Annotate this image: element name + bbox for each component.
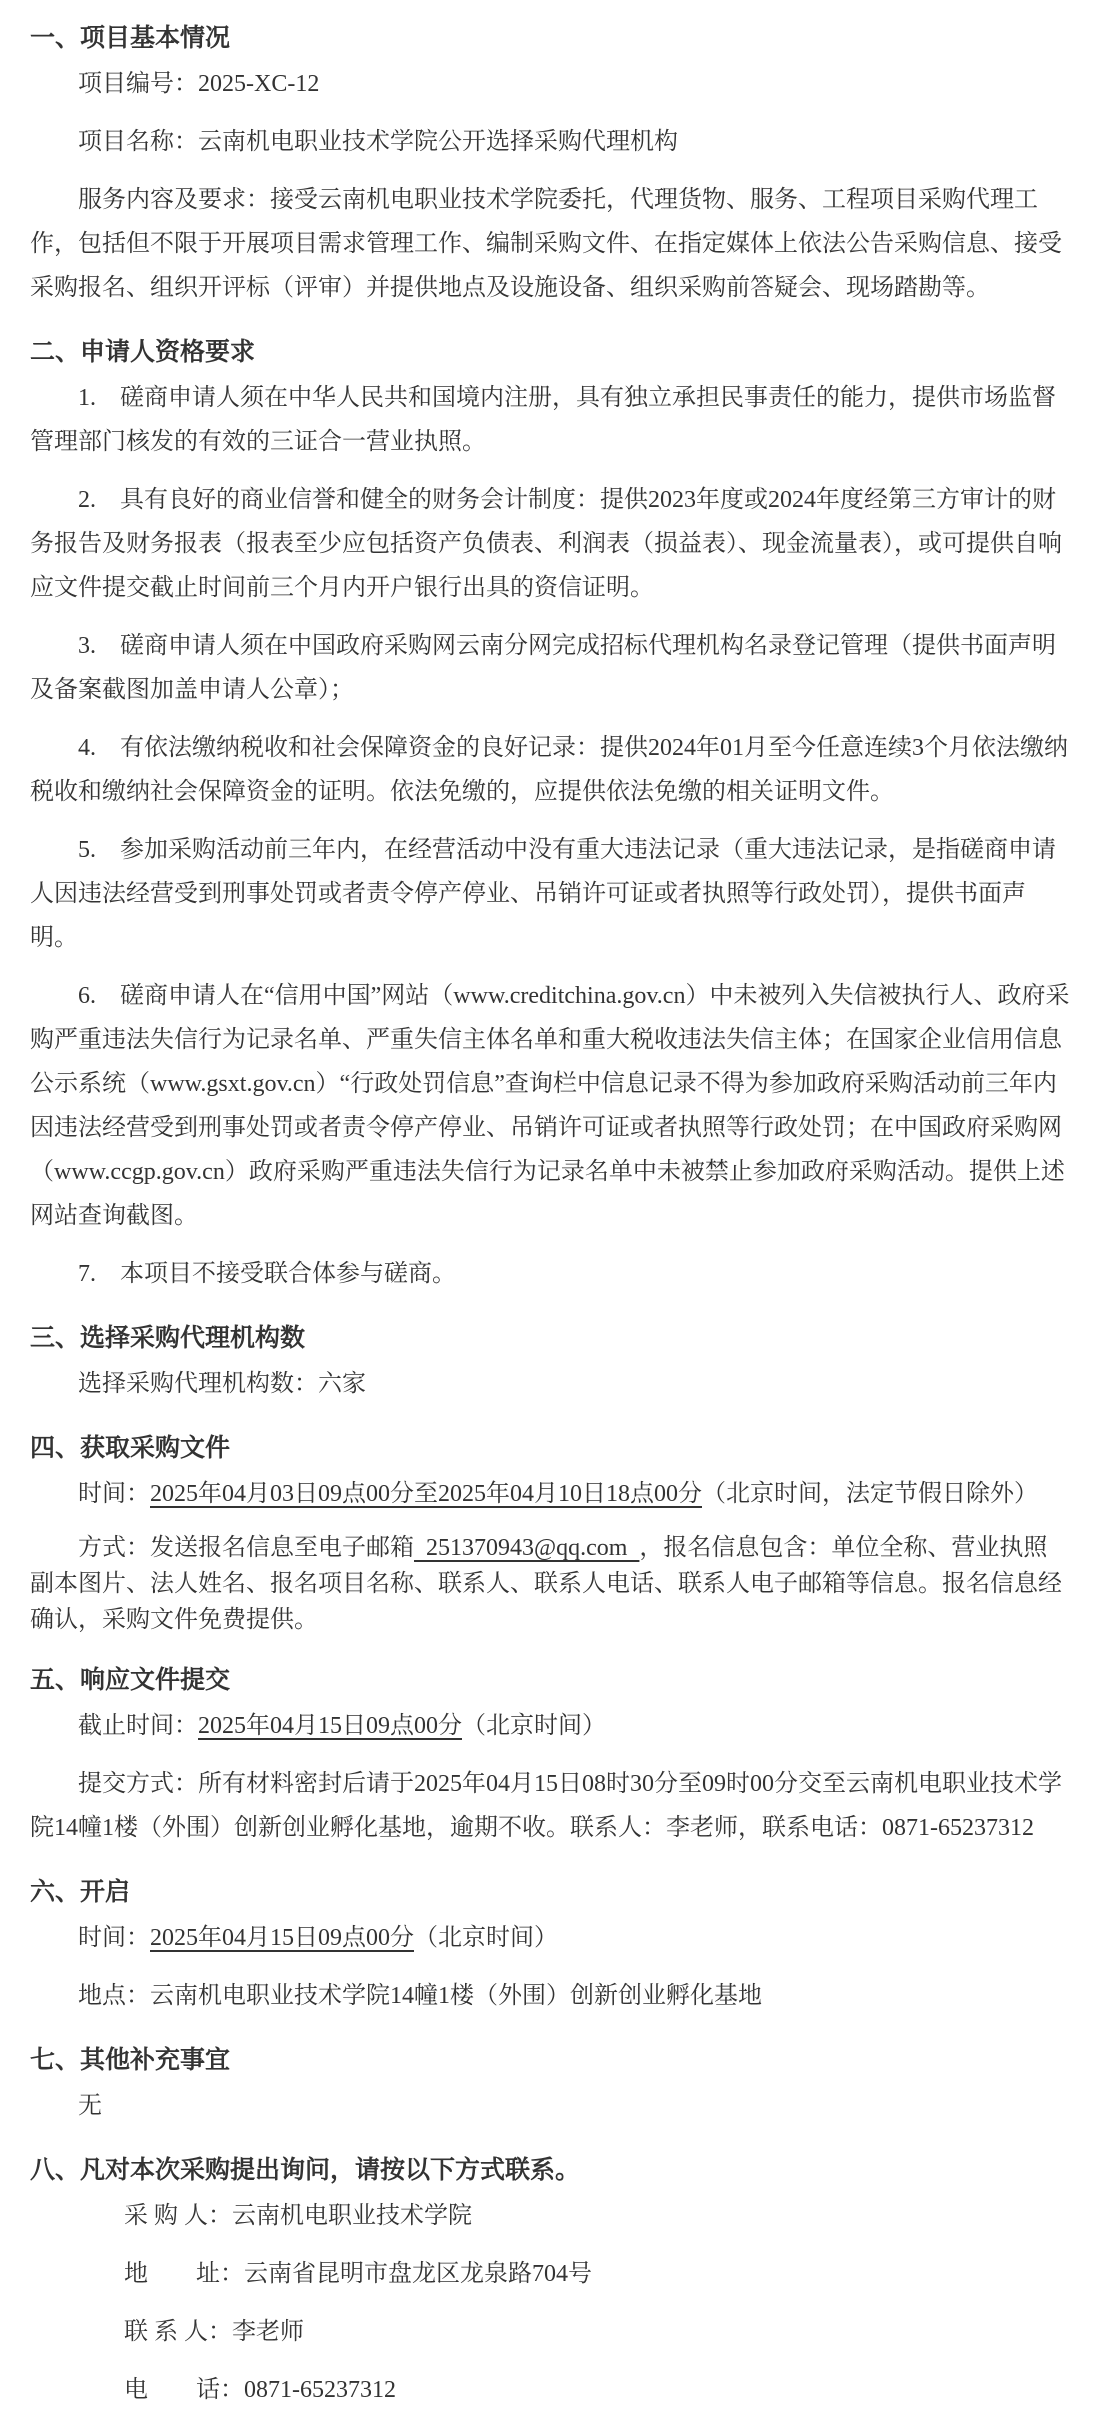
- phone-value: 0871-65237312: [244, 2377, 396, 2403]
- section-2-heading: 二、申请人资格要求: [30, 338, 256, 366]
- address-value: 云南省昆明市盘龙区龙泉路704号: [244, 2261, 592, 2287]
- contact-row-purchaser: [30, 2194, 1070, 2238]
- section-8-heading: 八、凡对本次采购提出询问，请按以下方式联系。: [30, 2156, 581, 2184]
- obtain-method-details: ，报名信息包含：单位全称、营业执照副本图片、法人姓名、报名项目名称、联系人、联系人电话、联系人电子邮箱等信息。报名信息经确认，采购文件免费提供。: [30, 1535, 1062, 1633]
- purchaser-value: 云南机电职业技术学院: [232, 2203, 472, 2229]
- supplementary-matters: 无: [78, 2093, 102, 2119]
- contact-person-value: 李老师: [232, 2319, 304, 2345]
- obtain-method-prefix: 方式：发送报名信息至电子邮箱: [78, 1535, 414, 1561]
- response-deadline: [30, 1704, 1070, 1748]
- section-7-heading: 七、其他补充事宜: [30, 2046, 231, 2074]
- section-4-heading: 四、获取采购文件: [30, 1434, 231, 1462]
- document-obtain-time: [30, 1472, 1070, 1516]
- document-obtain-method: [30, 1530, 1070, 1638]
- opening-place: 地点：云南机电职业技术学院14幢1楼（外围）创新创业孵化基地: [78, 1983, 762, 2009]
- phone-label: 电 话：: [124, 2377, 244, 2403]
- obtain-time-label: 时间：: [78, 1481, 150, 1507]
- registration-email: 251370943@qq.com: [414, 1535, 640, 1561]
- obtain-time-range: 2025年04月03日09点00分至2025年04月10日18点00分: [150, 1481, 702, 1507]
- agency-count: 选择采购代理机构数：六家: [78, 1371, 366, 1397]
- section-1-heading: 一、项目基本情况: [30, 24, 231, 52]
- deadline-label: 截止时间：: [78, 1713, 198, 1739]
- deadline-note: （北京时间）: [462, 1713, 606, 1739]
- qualification-item-3: 3. 磋商申请人须在中国政府采购网云南分网完成招标代理机构名录登记管理（提供书面声明及备案截图加盖申请人公章）；: [30, 633, 1056, 703]
- contact-row-phone: [30, 2368, 1070, 2412]
- section-5-heading: 五、响应文件提交: [30, 1666, 231, 1694]
- opening-time-note: （北京时间）: [414, 1925, 558, 1951]
- contact-row-person: [30, 2310, 1070, 2354]
- deadline-datetime: 2025年04月15日09点00分: [198, 1713, 462, 1739]
- project-name: 项目名称：云南机电职业技术学院公开选择采购代理机构: [78, 129, 678, 155]
- opening-time: [30, 1916, 1070, 1960]
- qualification-item-5: 5. 参加采购活动前三年内，在经营活动中没有重大违法记录（重大违法记录，是指磋商申请人因违法经营受到刑事处罚或者责令停产停业、吊销许可证或者执照等行政处罚），提供书面声明。: [30, 837, 1056, 951]
- opening-datetime: 2025年04月15日09点00分: [150, 1925, 414, 1951]
- section-6-heading: 六、开启: [30, 1878, 131, 1906]
- qualification-item-6: 6. 磋商申请人在“信用中国”网站（www.creditchina.gov.cn）中未被列入失信被执行人、政府采购严重违法失信行为记录名单、严重失信主体名单和重大税收违法失信主体；在国家企业信用信息公示系统（www.gsxt.gov.cn）“行政处罚信息”查询栏中信息记录不得为参加政府采购活动前三年内因违法经营受到刑事处罚或者责令停产停业、吊销许可证或者执照等行政处罚；在中国政府采购网（www.ccgp.gov.cn）政府采购严重违法失信行为记录名单中未被禁止参加政府采购活动。提供上述网站查询截图。: [30, 983, 1070, 1229]
- submission-method: 提交方式：所有材料密封后请于2025年04月15日08时30分至09时00分交至云南机电职业技术学院14幢1楼（外围）创新创业孵化基地，逾期不收。联系人：李老师，联系电话：0871-65237312: [30, 1771, 1062, 1841]
- qualification-item-7: 7. 本项目不接受联合体参与磋商。: [78, 1261, 456, 1287]
- address-label: 地 址：: [124, 2261, 244, 2287]
- section-3-heading: 三、选择采购代理机构数: [30, 1324, 306, 1352]
- contact-person-label: 联 系 人：: [124, 2319, 232, 2345]
- opening-time-label: 时间：: [78, 1925, 150, 1951]
- qualification-item-2: 2. 具有良好的商业信誉和健全的财务会计制度：提供2023年度或2024年度经第三方审计的财务报告及财务报表（报表至少应包括资产负债表、利润表（损益表）、现金流量表），或可提供自响应文件提交截止时间前三个月内开户银行出具的资信证明。: [30, 487, 1062, 601]
- purchaser-label: 采 购 人：: [124, 2203, 232, 2229]
- obtain-time-note: （北京时间，法定节假日除外）: [702, 1481, 1038, 1507]
- qualification-item-4: 4. 有依法缴纳税收和社会保障资金的良好记录：提供2024年01月至今任意连续3个月依法缴纳税收和缴纳社会保障资金的证明。依法免缴的，应提供依法免缴的相关证明文件。: [30, 735, 1068, 805]
- qualification-item-1: 1. 磋商申请人须在中华人民共和国境内注册，具有独立承担民事责任的能力，提供市场监督管理部门核发的有效的三证合一营业执照。: [30, 385, 1056, 455]
- project-number: 项目编号：2025-XC-12: [78, 71, 320, 97]
- service-content-requirements: 服务内容及要求：接受云南机电职业技术学院委托，代理货物、服务、工程项目采购代理工作，包括但不限于开展项目需求管理工作、编制采购文件、在指定媒体上依法公告采购信息、接受采购报名、组织开评标（评审）并提供地点及设施设备、组织采购前答疑会、现场踏勘等。: [30, 187, 1062, 301]
- contact-row-address: [30, 2252, 1070, 2296]
